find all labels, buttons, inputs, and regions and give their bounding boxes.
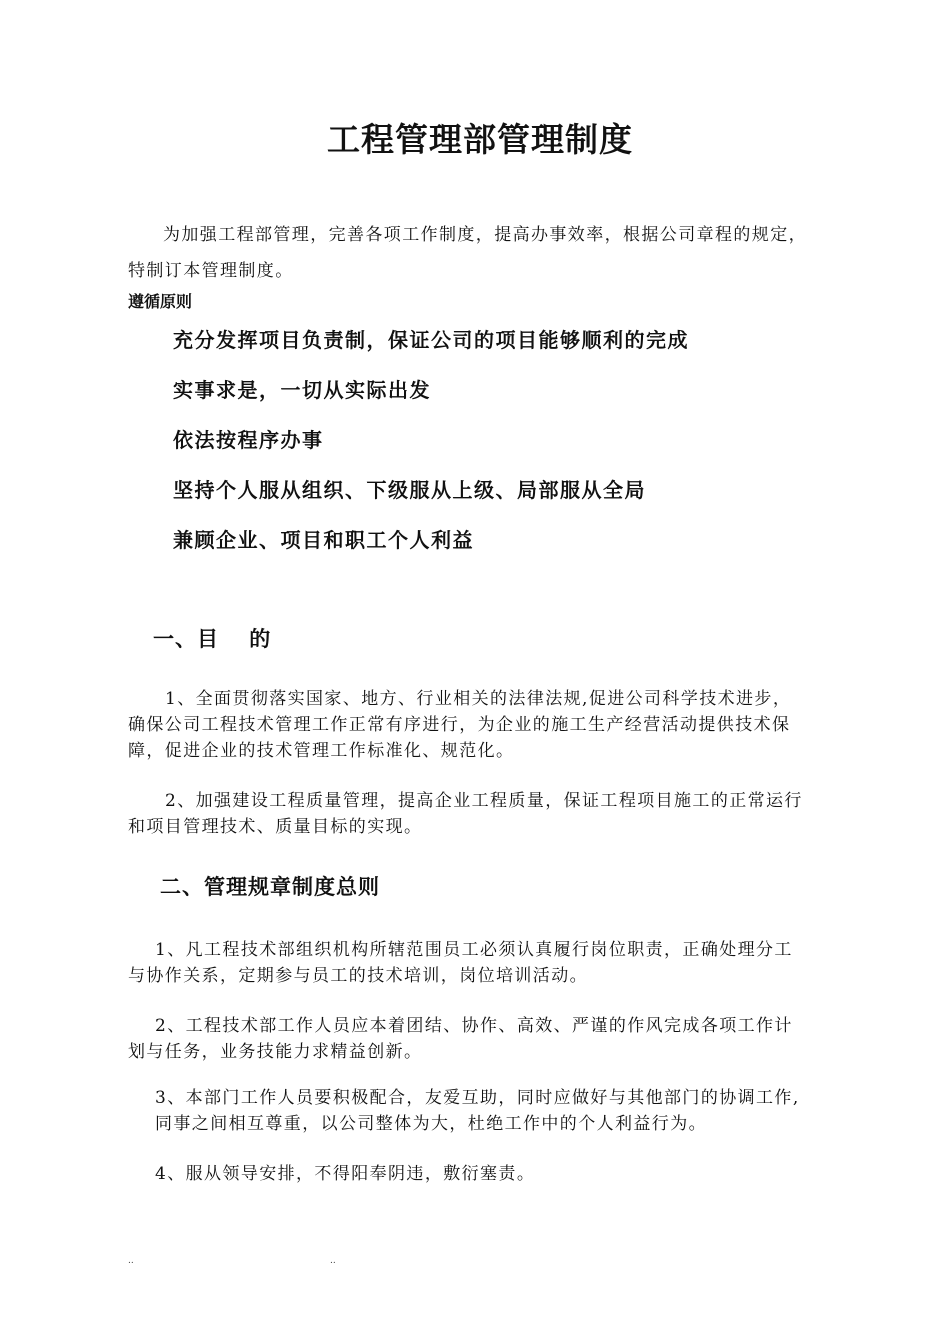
- section-1-p2-line-1: 2、加强建设工程质量管理，提高企业工程质量，保证工程项目施工的正常运行: [165, 791, 803, 811]
- section-2-p1-line-1: 1、凡工程技术部组织机构所辖范围员工必须认真履行岗位职责，正确处理分工: [155, 940, 793, 960]
- footer-mark-left: ..: [128, 1256, 134, 1266]
- section-2-heading: 二、管理规章制度总则: [160, 874, 380, 899]
- principle-item-2: 实事求是，一切从实际出发: [173, 378, 431, 402]
- intro-line-2: 特制订本管理制度。: [128, 261, 294, 281]
- section-1-heading: 一、目 的: [153, 626, 272, 651]
- principles-label: 遵循原则: [128, 292, 193, 311]
- section-1-p1-line-2: 确保公司工程技术管理工作正常有序进行，为企业的施工生产经营活动提供技术保: [128, 715, 791, 735]
- principle-item-1: 充分发挥项目负责制，保证公司的项目能够顺利的完成: [173, 328, 689, 352]
- footer-mark-right: ..: [330, 1256, 336, 1266]
- section-2-p3-line-2: 同事之间相互尊重，以公司整体为大，杜绝工作中的个人利益行为。: [155, 1114, 707, 1134]
- page-title: 工程管理部管理制度: [327, 120, 633, 159]
- section-1-p1-line-3: 障，促进企业的技术管理工作标准化、规范化。: [128, 741, 515, 761]
- principle-item-3: 依法按程序办事: [173, 428, 324, 452]
- section-2-p2-line-2: 划与任务，业务技能力求精益创新。: [128, 1042, 423, 1062]
- section-2-p2-line-1: 2、工程技术部工作人员应本着团结、协作、高效、严谨的作风完成各项工作计: [155, 1016, 793, 1036]
- section-1-p2-line-2: 和项目管理技术、质量目标的实现。: [128, 817, 423, 837]
- section-1-p1-line-1: 1、全面贯彻落实国家、地方、行业相关的法律法规,促进公司科学技术进步，: [165, 689, 792, 709]
- principle-item-5: 兼顾企业、项目和职工个人利益: [173, 528, 474, 552]
- section-2-p3-line-1: 3、本部门工作人员要积极配合，友爱互助，同时应做好与其他部门的协调工作,: [155, 1088, 800, 1108]
- intro-line-1: 为加强工程部管理，完善各项工作制度，提高办事效率，根据公司章程的规定，: [163, 225, 807, 245]
- principle-item-4: 坚持个人服从组织、下级服从上级、局部服从全局: [173, 478, 646, 502]
- section-2-p1-line-2: 与协作关系，定期参与员工的技术培训，岗位培训活动。: [128, 966, 588, 986]
- section-2-p4-line-1: 4、服从领导安排，不得阳奉阴违，敷衍塞责。: [155, 1164, 536, 1184]
